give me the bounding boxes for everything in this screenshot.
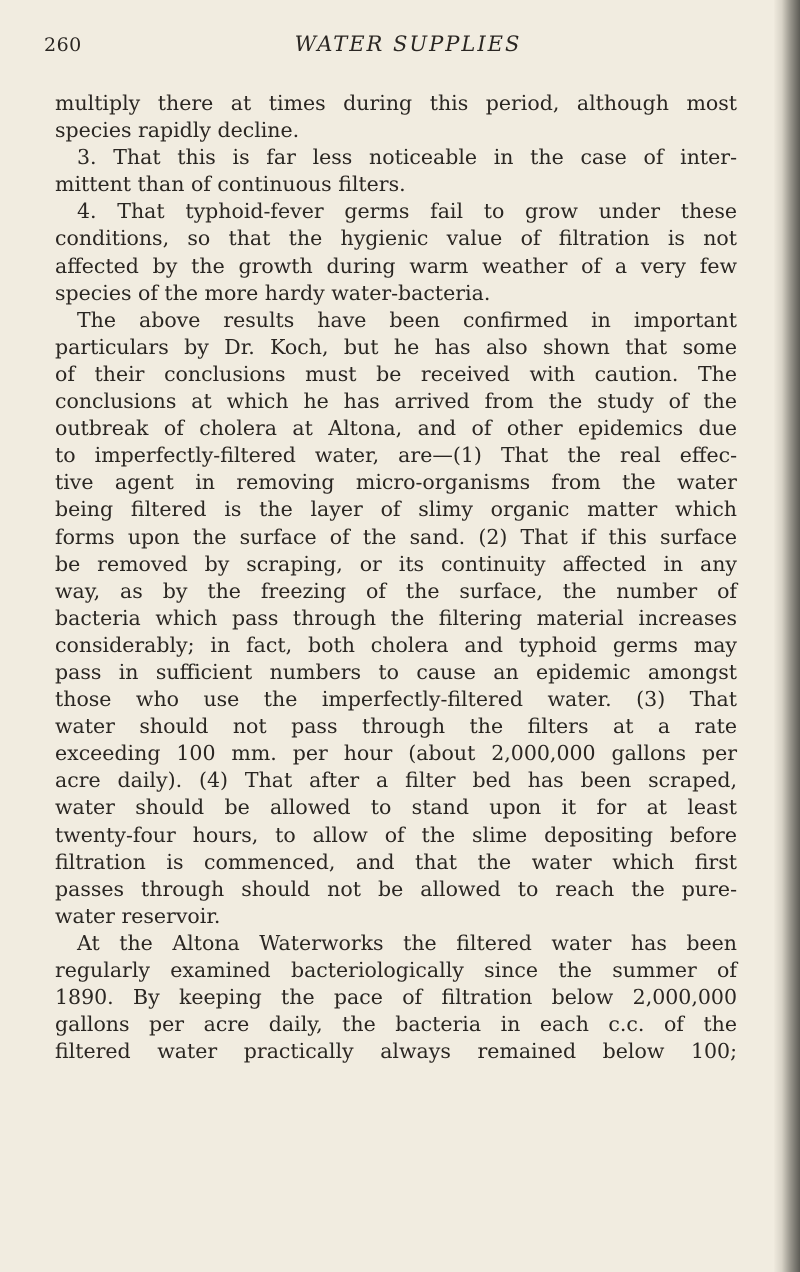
text-line: 3. That this is far less noticeable in the case of inter- <box>77 145 737 170</box>
text-line: twenty-four hours, to allow of the slime depositing before <box>55 822 737 847</box>
text-line: those who use the imperfectly-filtered water. (3) That <box>55 687 737 712</box>
text-line: regularly examined bacteriologically since the summer of <box>55 958 737 982</box>
text-line: mittent than of continuous filters. <box>55 172 406 197</box>
body-text <box>55 90 737 1065</box>
text-line: pass in sufficient numbers to cause an epidemic amongst <box>55 659 737 684</box>
text-line: species of the more hardy water-bacteria. <box>55 280 491 305</box>
running-head: WATER SUPPLIES <box>294 32 522 56</box>
text-line: exceeding 100 mm. per hour (about 2,000,000 gallons per <box>55 741 737 766</box>
text-line: passes through should not be allowed to reach the pure- <box>55 876 737 901</box>
text-line: considerably; in fact, both cholera and typhoid germs may <box>55 632 737 657</box>
text-line: being filtered is the layer of slimy organic matter which <box>55 497 737 522</box>
text-line: outbreak of cholera at Altona, and of other epidemics due <box>55 416 737 441</box>
text-line: 1890. By keeping the pace of filtration below 2,000,000 <box>55 985 737 1010</box>
text-line: affected by the growth during warm weather of a very few <box>55 253 737 278</box>
text-line: be removed by scraping, or its continuity affected in any <box>55 551 737 576</box>
text-line: of their conclusions must be received with caution. The <box>55 361 737 386</box>
text-line: water should not pass through the filters at a rate <box>55 714 737 739</box>
text-line: particulars by Dr. Koch, but he has also shown that some <box>55 334 737 359</box>
text-line: conclusions at which he has arrived from the study of the <box>55 389 737 414</box>
text-line: water should be allowed to stand upon it for at least <box>55 795 737 820</box>
text-line: acre daily). (4) That after a filter bed has been scraped, <box>55 768 737 793</box>
text-line: way, as by the freezing of the surface, the number of <box>55 578 737 603</box>
page-header <box>0 30 800 60</box>
text-line: species rapidly decline. <box>55 118 300 143</box>
text-line: tive agent in removing micro-organisms from the water <box>55 470 737 495</box>
text-line: conditions, so that the hygienic value of filtration is not <box>55 226 737 251</box>
text-line: filtered water practically always remained below 100; <box>55 1039 737 1064</box>
text-line: forms upon the surface of the sand. (2) That if this surface <box>55 524 737 549</box>
text-line: to imperfectly-filtered water, are—(1) That the real effec- <box>55 443 737 468</box>
text-line: The above results have been confirmed in important <box>77 307 737 332</box>
text-line: water reservoir. <box>55 903 221 928</box>
page-edge-shadow <box>774 0 800 1272</box>
text-line: bacteria which pass through the filtering material increases <box>55 605 737 630</box>
text-line: gallons per acre daily, the bacteria in each c.c. of the <box>55 1012 737 1037</box>
page-number: 260 <box>44 34 82 56</box>
text-line: multiply there at times during this period, although most <box>55 91 737 115</box>
text-line: filtration is commenced, and that the water which first <box>55 849 737 874</box>
text-line: 4. That typhoid-fever germs fail to grow under these <box>77 199 737 224</box>
text-line: At the Altona Waterworks the filtered water has been <box>77 930 737 955</box>
